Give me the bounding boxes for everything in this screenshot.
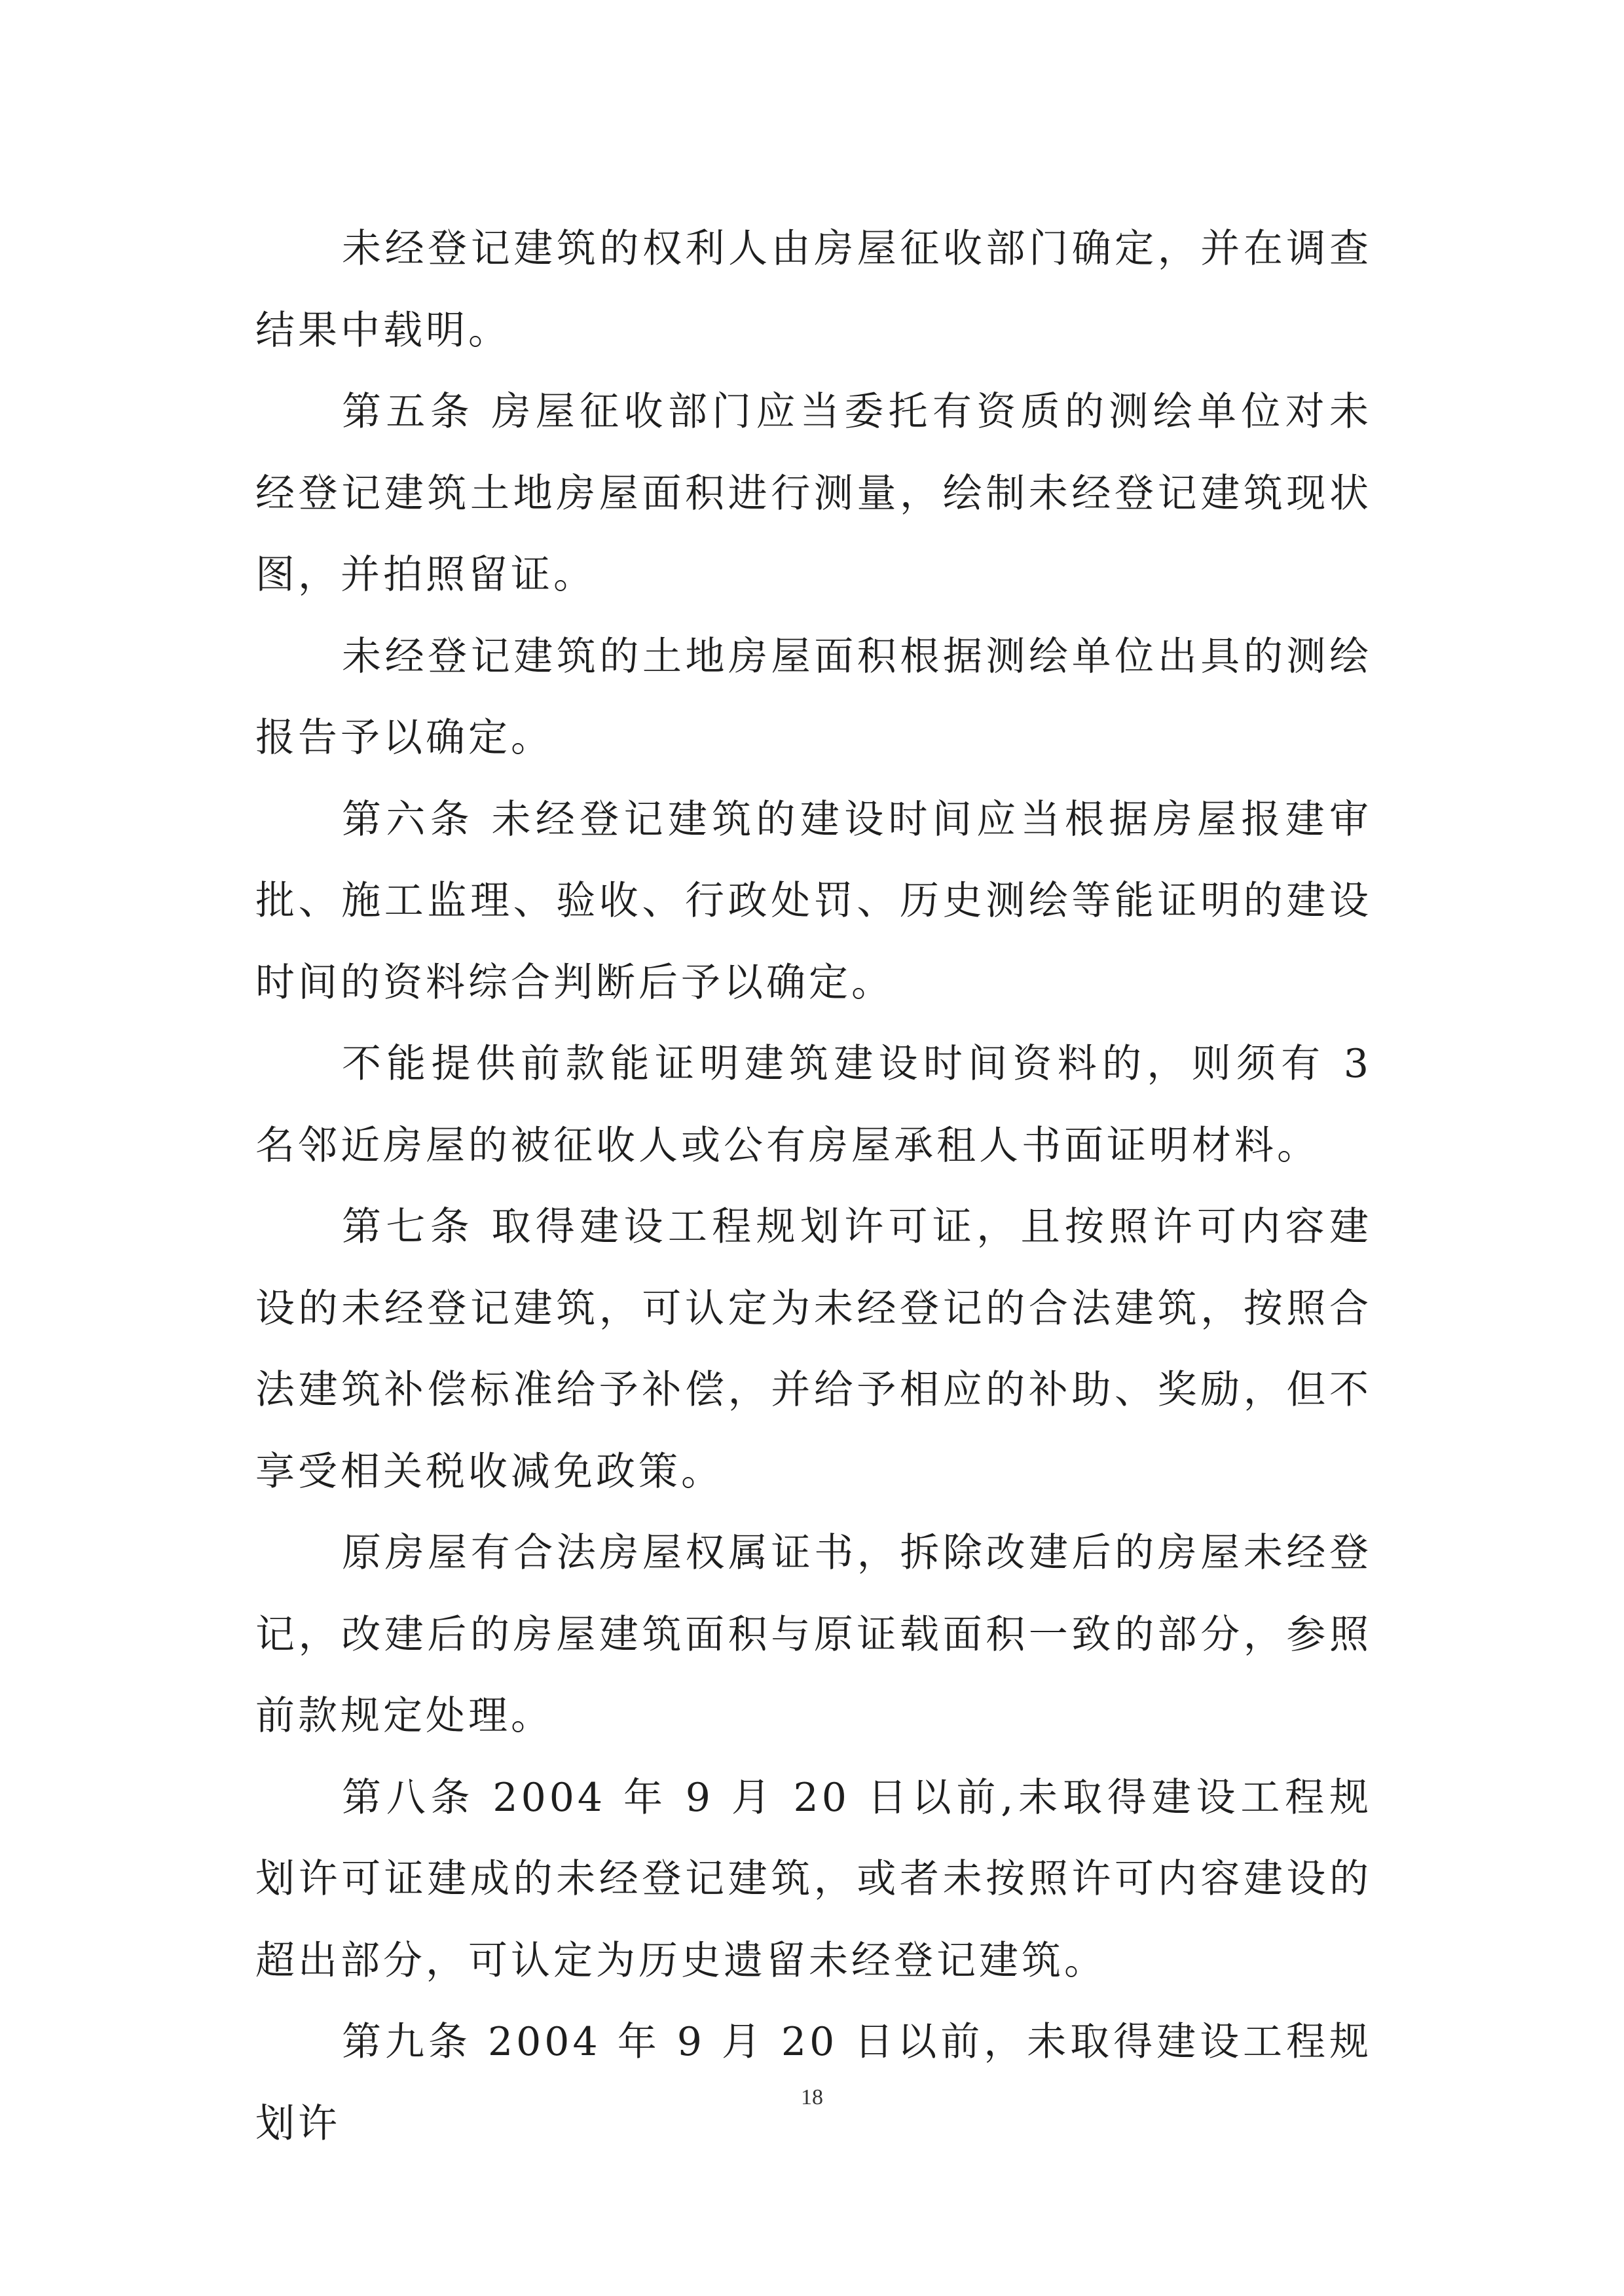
paragraph-neighbor-proof: 不能提供前款能证明建筑建设时间资料的，则须有 3 名邻近房屋的被征收人或公有房屋承租人书面证明材料。 xyxy=(255,1041,1372,1169)
paragraph-article-6: 第六条 未经登记建筑的建设时间应当根据房屋报建审批、施工监理、验收、行政处罚、历史测绘等能证明的建设时间的资料综合判断后予以确定。 xyxy=(255,796,1372,1006)
paragraph-article-8: 第八条 2004 年 9 月 20 日以前,未取得建设工程规划许可证建成的未经登记建筑，或者未按照许可内容建设的超出部分，可认定为历史遗留未经登记建筑。 xyxy=(255,1774,1372,1984)
paragraph-unregistered-owner: 未经登记建筑的权利人由房屋征收部门确定，并在调查结果中载明。 xyxy=(255,226,1372,354)
page-number: 18 xyxy=(801,2085,823,2109)
paragraph-area-determination: 未经登记建筑的土地房屋面积根据测绘单位出具的测绘报告予以确定。 xyxy=(255,633,1372,761)
body-text xyxy=(255,208,1372,2164)
paragraph-rebuilt-house: 原房屋有合法房屋权属证书，拆除改建后的房屋未经登记，改建后的房屋建筑面积与原证载面积一致的部分，参照前款规定处理。 xyxy=(255,1530,1372,1739)
paragraph-article-7: 第七条 取得建设工程规划许可证，且按照许可内容建设的未经登记建筑，可认定为未经登记的合法建筑，按照合法建筑补偿标准给予补偿，并给予相应的补助、奖励，但不享受相关税收减免政策。 xyxy=(255,1204,1372,1495)
paragraph-article-5: 第五条 房屋征收部门应当委托有资质的测绘单位对未经登记建筑土地房屋面积进行测量，绘制未经登记建筑现状图，并拍照留证。 xyxy=(255,389,1372,598)
paragraph-article-9: 第九条 2004 年 9 月 20 日以前，未取得建设工程规划许 xyxy=(255,2019,1372,2147)
